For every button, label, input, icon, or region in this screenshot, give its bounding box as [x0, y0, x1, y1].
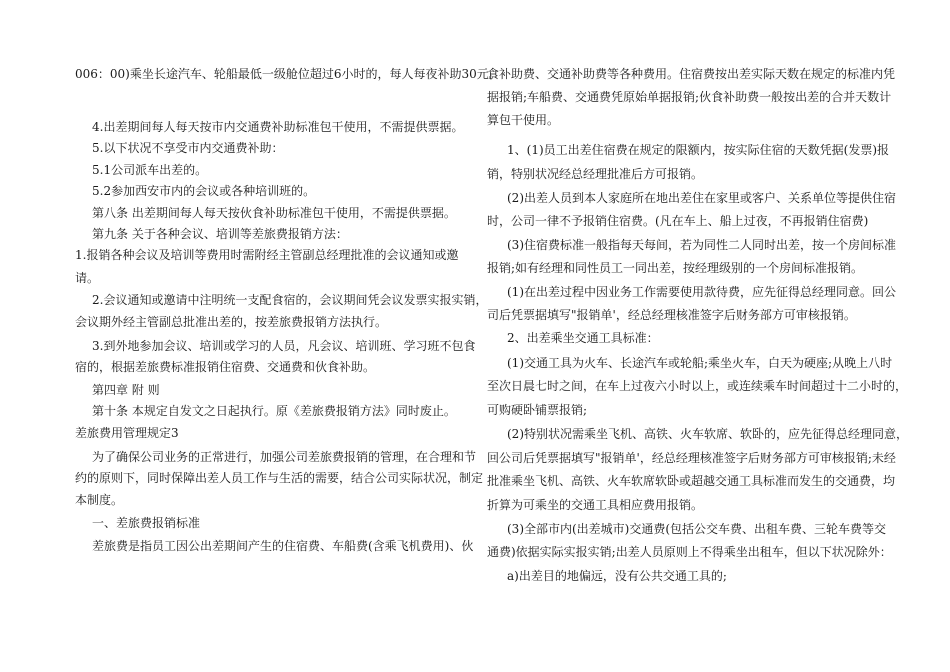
text-line: 第十条 本规定自发文之日起执行。原《差旅费报销方法》同时废止。: [92, 404, 456, 418]
text-line: (2)出差人员到本人家庭所在地出差住在家里或客户、关系单位等提供住宿: [507, 191, 897, 205]
text-line: 1、(1)员工出差住宿费在规定的限额内，按实际住宿的天数凭据(发票)报: [507, 143, 889, 157]
text-line: 司后凭票据填写"报销单'，经总经理核准签字后财务部方可审核报销。: [487, 308, 856, 322]
text-line: 约的原则下，同时保障出差人员工作与生活的需要，结合公司实际状况，制定: [75, 471, 484, 485]
text-line: 据报销;车船费、交通费凭原始单据报销;伙食补助费一般按出差的合并天数计: [487, 90, 892, 104]
text-line: a)出差目的地偏远，没有公共交通工具的;: [507, 569, 727, 583]
text-line: 会议期外经主管副总批准出差的，按差旅费报销方法执行。: [75, 315, 388, 329]
text-line: 1.报销各种会议及培训等费用时需附经主管副总经理批准的会议通知或邀: [75, 248, 459, 262]
text-line: 5.1公司派车出差的。: [92, 163, 208, 177]
text-line: 5.以下状况不享受市内交通费补助：: [92, 141, 284, 155]
text-line: (3)全部市内(出差城市)交通费(包括公交车费、出租车费、三轮车费等交: [507, 522, 887, 536]
text-line: 通费)依据实际实报实销;出差人员原则上不得乘坐出租车，但以下状况除外：: [487, 545, 892, 559]
text-line: (1)交通工具为火车、长途汽车或轮船;乘坐火车，白天为硬座;从晚上八时: [507, 356, 893, 370]
text-line: (3)住宿费标准一般指每天每间，若为同性二人同时出差，按一个房间标准: [507, 238, 897, 252]
text-line: (1)在出差过程中因业务工作需要使用款待费，应先征得总经理同意。回公: [507, 285, 897, 299]
text-line: 时，公司一律不予报销住宿费。(凡在车上、船上过夜，不再报销住宿费): [487, 214, 869, 228]
text-line: 为了确保公司业务的正常进行，加强公司差旅费报销的管理，在合理和节: [92, 450, 477, 464]
text-line: 2.会议通知或邀请中注明统一支配食宿的，会议期间凭会议发票实报实销，: [92, 293, 488, 307]
text-line: 食补助费、交通补助费等各种费用。住宿费按出差实际天数在规定的标准内凭: [487, 67, 896, 81]
text-line: 第八条 出差期间每人每天按伙食补助标准包干使用，不需提供票据。: [92, 206, 456, 220]
text-line: 销，特别状况经总经理批准后方可报销。: [487, 167, 704, 181]
text-line: 请。: [75, 271, 100, 285]
text-line: 第四章 附 则: [92, 383, 160, 397]
text-line: 算包干使用。: [487, 113, 560, 127]
text-line: 本制度。: [75, 493, 124, 507]
text-line: 第九条 关于各种会议、培训等差旅费报销方法：: [92, 227, 348, 241]
text-line: 可购硬卧铺票报销;: [487, 403, 588, 417]
text-line: 一、差旅费报销标准: [92, 516, 201, 530]
text-line: 宿的，根据差旅费标准报销住宿费、交通费和伙食补助。: [75, 360, 376, 374]
text-line: 批准乘坐飞机、高铁、火车软席软卧或超越交通工具标准而发生的交通费，均: [487, 474, 896, 488]
text-line: 006：00)乘坐长途汽车、轮船最低一级舱位超过6小时的，每人每夜补助30元。: [75, 67, 501, 81]
text-line: 2、出差乘坐交通工具标准：: [507, 331, 659, 345]
text-line: 3.到外地参加会议、培训或学习的人员，凡会议、培训班、学习班不包食: [92, 339, 476, 353]
text-line: 折算为可乘坐的交通工具相应费用报销。: [487, 498, 704, 512]
text-line: 回公司后凭票据填写"报销单'，经总经理核准签字后财务部方可审核报销;未经: [487, 451, 896, 465]
text-line: 差旅费是指员工因公出差期间产生的住宿费、车船费(含乘飞机费用)、伙: [92, 539, 474, 553]
text-line: 5.2参加西安市内的会议或各种培训班的。: [92, 184, 316, 198]
text-line: 报销;如有经理和同性员工一同出差，按经理级别的一个房间标准报销。: [487, 261, 864, 275]
text-line: (2)特别状况需乘坐飞机、高铁、火车软席、软卧的，应先征得总经理同意，: [507, 427, 909, 441]
text-line: 差旅费用管理规定3: [75, 426, 179, 440]
text-line: 4.出差期间每人每天按市内交通费补助标准包干使用，不需提供票据。: [92, 120, 464, 134]
text-line: 至次日晨七时之间，在车上过夜六小时以上，或连续乘车时间超过十二小时的，: [487, 379, 908, 393]
